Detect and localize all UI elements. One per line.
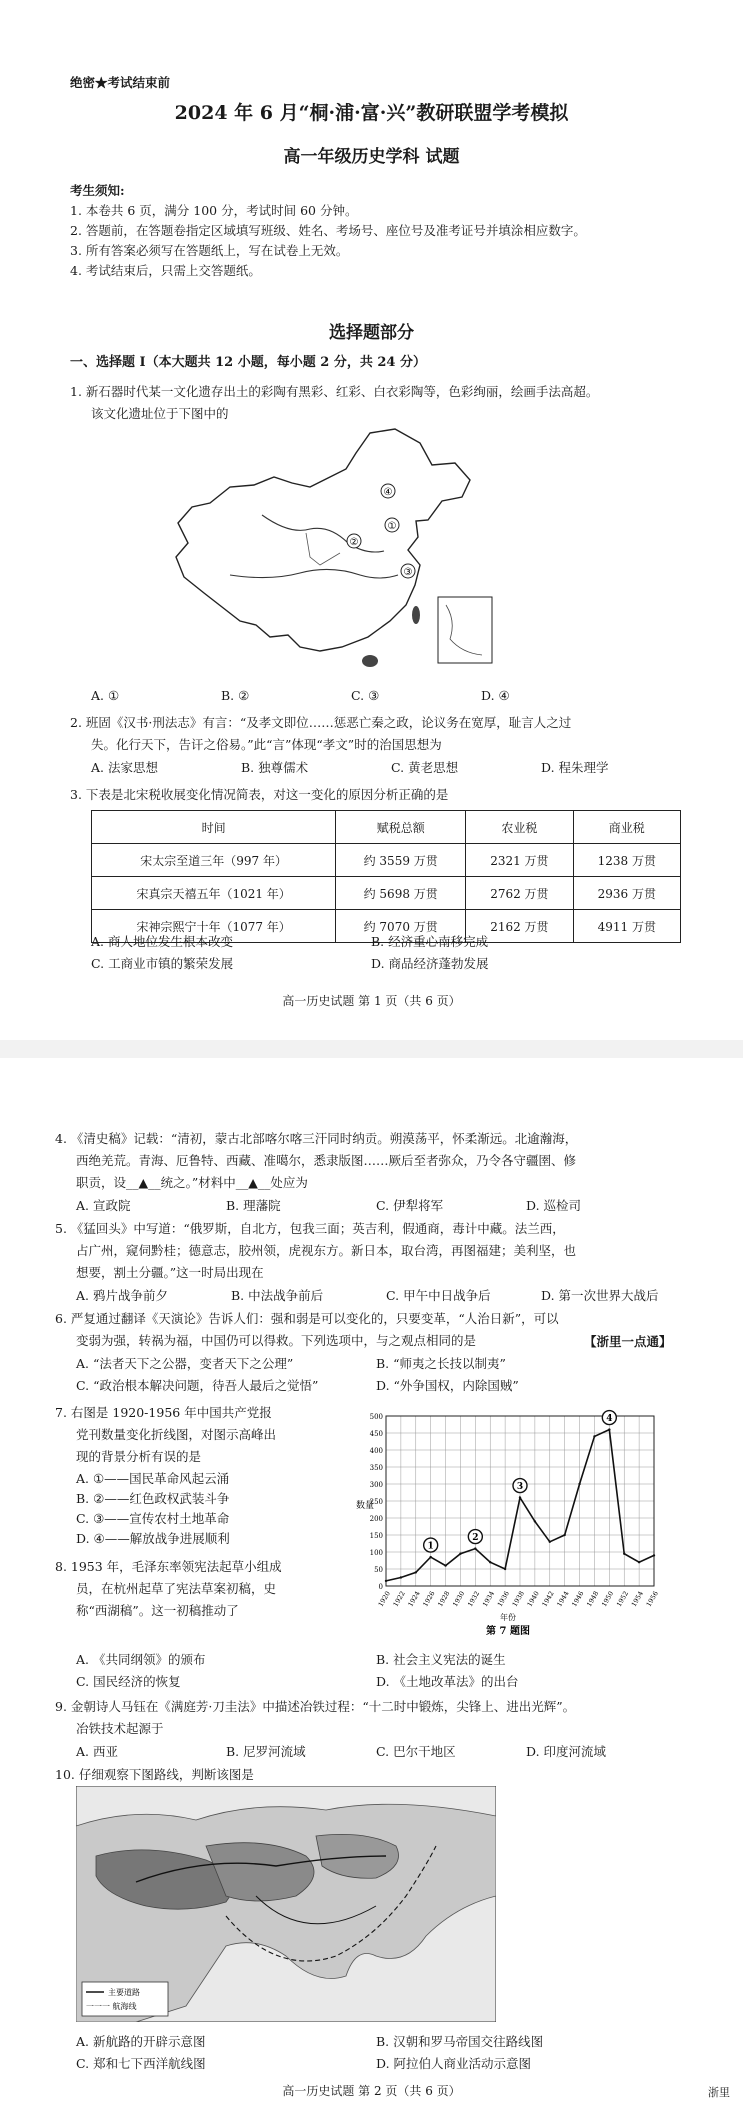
notice-heading: 考生须知: [70,183,125,198]
q1-option-b[interactable]: B. ② [221,688,250,703]
data-point [504,1568,506,1570]
q7-stem-line1: 7. 右图是 1920-1956 年中国共产党报 [55,1405,272,1420]
q2-options [91,758,691,776]
q7-stem-line2: 党刊数量变化折线图，对图示高峰出 [76,1427,277,1442]
cell: 2762 万贯 [466,877,573,910]
q9-stem-line2: 冶铁技术起源于 [76,1721,164,1736]
data-point [638,1561,640,1563]
map-label-3: ③ [403,567,413,578]
q7-option-a[interactable]: A. ①——国民革命风起云涌 [76,1471,230,1486]
col-total: 赋税总额 [336,811,466,844]
q9-option-d[interactable]: D. 印度河流域 [526,1744,607,1759]
x-tick-label: 1946 [570,1589,586,1609]
cell: 宋神宗熙宁十年（1077 年） [92,910,336,943]
yellow-river [262,515,384,552]
data-point [429,1556,431,1558]
data-point [623,1553,625,1555]
notice-1: 1. 本卷共 6 页，满分 100 分，考试时间 60 分钟。 [70,203,358,218]
q2-option-d[interactable]: D. 程朱理学 [541,760,609,775]
q3-options-row2 [91,954,651,972]
data-point [400,1576,402,1578]
province-line [306,533,340,565]
q3-option-b[interactable]: B. 经济重心南移完成 [371,934,489,949]
cell: 2321 万贯 [466,844,573,877]
data-point [534,1520,536,1522]
map-label-2: ② [349,537,359,548]
cell: 2936 万贯 [573,877,680,910]
q4-stem-line1: 4. 《清史稿》记载：“清初，蒙古北部喀尔喀三汗同时纳贡。朔漠荡平，怀柔渐远。北逾瀚海， [55,1131,578,1146]
q6-option-b[interactable]: B. “师夷之长技以制夷” [376,1356,506,1371]
col-time: 时间 [92,811,336,844]
exam-page-1 [0,0,743,1041]
q5-option-d[interactable]: D. 第一次世界大战后 [541,1288,659,1303]
q2-option-c[interactable]: C. 黄老思想 [391,760,459,775]
q10-options-row1 [76,2032,676,2050]
x-axis-label: 年份 [500,1613,516,1622]
data-point [385,1580,387,1582]
y-tick-label: 400 [369,1447,383,1455]
q4-option-c[interactable]: C. 伊犁将军 [376,1198,444,1213]
q5-option-c[interactable]: C. 甲午中日战争后 [386,1288,491,1303]
page2-footer: 高一历史试题 第 2 页（共 6 页） [282,2084,461,2098]
legend-land-label: 主要道路 [108,1988,140,1997]
trade-route-map [76,1786,496,2022]
page-gap [0,1040,743,1058]
q3-option-c[interactable]: C. 工商业市镇的繁荣发展 [91,956,234,971]
q10-stem: 10. 仔细观察下图路线，判断该图是 [55,1767,254,1782]
q6-stem-line2: 变弱为强，转祸为福，中国仍可以得救。下列选项中，与之观点相同的是 [76,1333,477,1348]
q8-option-a[interactable]: A. 《共同纲领》的颁布 [76,1652,206,1667]
q1-option-a[interactable]: A. ① [91,688,120,703]
exam-subtitle: 高一年级历史学科 试题 [283,147,460,167]
party-press-line-chart [352,1408,664,1640]
q2-option-b[interactable]: B. 独尊儒术 [241,760,309,775]
q6-stem-line1: 6. 严复通过翻译《天演论》告诉人们：强和弱是可以变化的，只要变革，“人治日新”，可以 [55,1311,559,1326]
q3-option-d[interactable]: D. 商品经济蓬勃发展 [371,956,489,971]
cell: 宋真宗天禧五年（1021 年） [92,877,336,910]
notice-3: 3. 所有答案必须写在答题纸上，写在试卷上无效。 [70,243,349,258]
q2-stem-line2: 失。化行天下，告讦之俗易。”此“言”体现“孝文”时的治国思想为 [91,737,442,752]
chart-title: 第 7 题图 [486,1626,530,1637]
x-tick-label: 1924 [406,1589,422,1609]
q6-options-row2 [76,1376,676,1394]
x-tick-label: 1942 [540,1589,556,1609]
map-label-1: ① [387,521,397,532]
q4-option-b[interactable]: B. 理藩院 [226,1198,281,1213]
q1-option-d[interactable]: D. ④ [481,688,510,703]
q10-option-a[interactable]: A. 新航路的开辟示意图 [76,2034,206,2049]
cell: 4911 万贯 [573,910,680,943]
secret-label: 绝密★考试结束前 [70,75,171,90]
south-sea-inset [438,597,492,663]
x-tick-label: 1950 [600,1589,616,1609]
data-point [489,1561,491,1563]
legend-sea-label: 一一一 航海线 [86,2002,137,2011]
cell: 宋太宗至道三年（997 年） [92,844,336,877]
peak-marker-label: 4 [606,1414,613,1425]
q2-stem-line1: 2. 班固《汉书·刑法志》有言：“及孝文即位……惩恶亡秦之政，论议务在宽厚，耻言人之过 [70,715,572,730]
x-tick-label: 1944 [555,1589,571,1609]
x-tick-label: 1920 [376,1589,392,1609]
q8-options-row1 [76,1650,676,1668]
x-tick-label: 1938 [510,1589,526,1609]
x-tick-label: 1930 [451,1589,467,1609]
peak-marker-label: 1 [427,1541,434,1552]
y-tick-label: 200 [369,1515,383,1523]
x-tick-label: 1948 [585,1589,601,1609]
q3-option-a[interactable]: A. 商人地位发生根本改变 [91,934,233,949]
cell: 约 7070 万贯 [336,910,466,943]
peak-marker-label: 2 [472,1533,479,1544]
q8-stem-line2: 员，在杭州起草了宪法草案初稿，史 [76,1581,277,1596]
table-row [92,877,681,910]
q3-options-row1 [91,932,651,950]
q1-option-c[interactable]: C. ③ [351,688,380,703]
y-tick-label: 50 [374,1566,383,1574]
q5-stem-line2: 占广州，窥伺黔桂；德意志，胶州领，虎视东方。新日本，取台湾，再图福建；美利坚，也 [76,1243,577,1258]
hainan-island [362,655,378,667]
x-tick-label: 1952 [614,1589,631,1609]
q1-options [91,688,611,703]
q4-stem-line3: 职贡，设__▲__统之。”材料中__▲__处应为 [76,1175,308,1190]
q9-option-a[interactable]: A. 西亚 [76,1744,118,1759]
data-point [549,1541,551,1543]
q6-option-a[interactable]: A. “法者天下之公器，变者天下之公理” [76,1356,294,1371]
notice-2: 2. 答题前，在答题卷指定区域填写班级、姓名、考场号、座位号及准考证号并填涂相应数字。 [70,223,586,238]
data-point [608,1428,610,1430]
q9-stem-line1: 9. 金朝诗人马钰在《满庭芳·刀圭法》中描述冶铁过程：“十二时中锻炼，尖锋上、进出光辉”。 [55,1699,576,1714]
exam-page-2 [0,1058,743,2104]
x-tick-label: 1954 [629,1589,645,1609]
data-point [578,1483,580,1485]
data-point [593,1435,595,1437]
part-title: 一、选择题 I（本大题共 12 小题，每小题 2 分，共 24 分） [70,355,426,370]
x-tick-label: 1932 [466,1589,482,1609]
q6-option-c[interactable]: C. “政治根本解决问题，待吾人最后之觉悟” [76,1378,319,1393]
q10-option-d[interactable]: D. 阿拉伯人商业活动示意图 [376,2056,532,2071]
data-point [474,1547,476,1549]
q9-options [76,1742,676,1760]
q10-options-row2 [76,2054,676,2072]
exam-title: 2024 年 6 月“桐·浦·富·兴”教研联盟学考模拟 [174,102,569,124]
q1-stem-line1: 1. 新石器时代某一文化遗存出土的彩陶有黑彩、红彩、白衣彩陶等，色彩绚丽，绘画手法高超。 [70,384,599,399]
q4-option-a[interactable]: A. 宣政院 [76,1198,131,1213]
data-point [519,1496,521,1498]
y-tick-label: 250 [369,1498,383,1506]
y-tick-label: 150 [369,1532,383,1540]
china-outline [176,429,470,651]
data-point [653,1554,655,1556]
peak-marker-label: 3 [516,1482,524,1493]
y-tick-label: 500 [369,1413,383,1421]
q8-stem-line3: 称“西湖稿”。这一初稿推动了 [76,1603,239,1618]
watermark-tag: 【浙里一点通】 [584,1334,672,1349]
q10-option-c[interactable]: C. 郑和七下西洋航线图 [76,2056,206,2071]
data-point [444,1564,446,1566]
x-tick-label: 1956 [644,1589,660,1609]
cell: 1238 万贯 [573,844,680,877]
china-map [170,425,500,675]
y-tick-label: 300 [369,1481,383,1489]
y-tick-label: 350 [369,1464,383,1472]
taiwan-island [412,606,420,624]
q5-stem-line1: 5. 《猛回头》中写道：“俄罗斯，自北方，包我三面；英吉利，假通商，毒计中藏。法兰西， [55,1221,565,1236]
q1-stem-line2: 该文化遗址位于下图中的 [91,406,229,421]
q8-option-b[interactable]: B. 社会主义宪法的诞生 [376,1652,506,1667]
q7-option-d[interactable]: D. ④——解放战争进展顺利 [76,1531,230,1546]
q2-option-a[interactable]: A. 法家思想 [91,760,158,775]
q8-options-row2 [76,1672,676,1690]
q8-stem-line1: 8. 1953 年，毛泽东率领宪法起草小组成 [55,1559,282,1574]
yangtze-river [230,569,398,578]
x-tick-label: 1936 [495,1589,511,1609]
q7-stem-line3: 现的背景分析有误的是 [76,1449,202,1464]
q5-option-a[interactable]: A. 鸦片战争前夕 [76,1288,168,1303]
x-tick-label: 1940 [525,1589,541,1609]
q6-options-row1 [76,1354,676,1372]
q5-option-b[interactable]: B. 中法战争前后 [231,1288,324,1303]
q5-stem-line3: 想要，割土分疆。”这一时局出现在 [76,1265,264,1280]
q8-option-c[interactable]: C. 国民经济的恢复 [76,1674,181,1689]
q7-option-c[interactable]: C. ③——宣传农村土地革命 [76,1511,230,1526]
page1-footer: 高一历史试题 第 1 页（共 6 页） [282,994,461,1008]
q5-options [76,1286,696,1304]
q3-stem: 3. 下表是北宋税收展变化情况简表，对这一变化的原因分析正确的是 [70,787,449,802]
cell: 约 5698 万贯 [336,877,466,910]
cell: 2162 万贯 [466,910,573,943]
q9-option-c[interactable]: C. 巴尔干地区 [376,1744,456,1759]
col-comm: 商业税 [573,811,680,844]
x-tick-label: 1928 [436,1589,452,1609]
x-tick-label: 1934 [480,1589,497,1609]
data-point [459,1553,461,1555]
y-tick-label: 450 [369,1430,383,1438]
col-agri: 农业税 [466,811,573,844]
table-row [92,844,681,877]
map-label-4: ④ [383,487,393,498]
q4-stem-line2: 西绝羌荒。青海、厄鲁特、西藏、准噶尔，悉隶版图……厥后至者弥众，乃令各守疆圉、修 [76,1153,577,1168]
y-tick-label: 100 [369,1549,383,1557]
data-point [415,1571,417,1573]
section-title: 选择题部分 [329,323,414,343]
q6-option-d[interactable]: D. “外争国权，内除国贼” [376,1378,519,1393]
x-tick-label: 1926 [421,1589,437,1609]
x-tick-label: 1922 [391,1589,407,1609]
corner-mark: 浙里 [708,2086,730,2099]
q4-options [76,1196,676,1214]
cell: 约 3559 万贯 [336,844,466,877]
q7-option-b[interactable]: B. ②——红色政权武装斗争 [76,1491,230,1506]
y-tick-label: 0 [378,1583,383,1591]
data-point [563,1534,565,1536]
q9-option-b[interactable]: B. 尼罗河流域 [226,1744,306,1759]
q4-option-d[interactable]: D. 巡检司 [526,1198,582,1213]
tax-table [91,810,681,943]
tax-table-header [92,811,681,844]
q8-option-d[interactable]: D. 《土地改革法》的出台 [376,1674,519,1689]
q10-option-b[interactable]: B. 汉朝和罗马帝国交往路线图 [376,2034,544,2049]
y-axis-label: 数量 [356,1501,375,1511]
notice-4: 4. 考试结束后，只需上交答题纸。 [70,263,261,278]
